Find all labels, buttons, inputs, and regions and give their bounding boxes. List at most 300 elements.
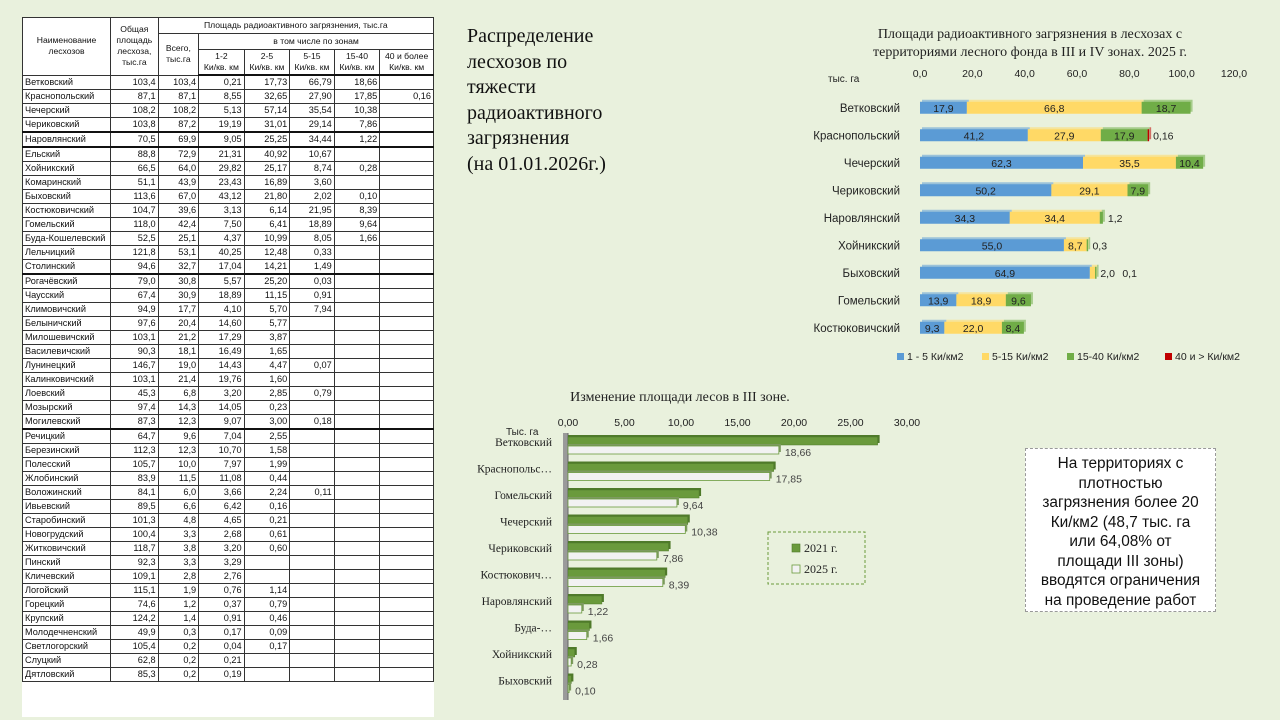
bar-2025 bbox=[568, 658, 571, 666]
legend-swatch bbox=[792, 544, 800, 552]
table-cell-name: Быховский bbox=[23, 190, 111, 204]
table-cell-value: 0,33 bbox=[290, 246, 335, 260]
table-cell-value: 5,70 bbox=[244, 303, 290, 317]
data-label: 0,10 bbox=[575, 685, 596, 698]
data-label: 34,4 bbox=[1044, 212, 1065, 225]
table-cell-value: 83,9 bbox=[111, 472, 159, 486]
table-cell-value: 3,87 bbox=[244, 331, 290, 345]
x-tick-label: 5,00 bbox=[614, 417, 635, 429]
table-cell-name: Краснопольский bbox=[23, 90, 111, 104]
table-cell-value: 1,14 bbox=[244, 584, 290, 598]
bar-2021 bbox=[568, 464, 774, 472]
data-label: 18,66 bbox=[784, 447, 812, 459]
table-cell-value bbox=[380, 274, 434, 289]
table-cell-value bbox=[290, 598, 335, 612]
table-cell-value: 112,3 bbox=[111, 444, 159, 458]
table-cell-value bbox=[334, 626, 380, 640]
table-cell-value bbox=[380, 472, 434, 486]
table-cell-value bbox=[290, 556, 335, 570]
category-label: Костюковичский bbox=[813, 322, 900, 335]
table-cell-value: 17,7 bbox=[158, 303, 198, 317]
table-cell-value: 17,73 bbox=[244, 75, 290, 90]
y-axis-label: Тыс. га bbox=[506, 427, 539, 438]
table-cell-value: 64,0 bbox=[158, 162, 198, 176]
table-cell-value bbox=[334, 303, 380, 317]
stacked-bar-chart bbox=[760, 20, 1260, 370]
table-cell-value bbox=[380, 303, 434, 317]
table-cell-value: 6,41 bbox=[244, 218, 290, 232]
table-cell-value bbox=[334, 584, 380, 598]
table-cell-value: 3,66 bbox=[199, 486, 245, 500]
table-row bbox=[23, 500, 434, 514]
table-cell-value bbox=[290, 472, 335, 486]
title-line: Распределение bbox=[467, 25, 594, 47]
table-cell-value: 118,7 bbox=[111, 542, 159, 556]
table-cell-value: 0,79 bbox=[244, 598, 290, 612]
table-cell-value bbox=[334, 359, 380, 373]
data-label: 10,38 bbox=[691, 526, 718, 539]
table-row bbox=[23, 260, 434, 275]
data-label: 62,3 bbox=[991, 157, 1012, 170]
data-label: 35,5 bbox=[1119, 157, 1140, 170]
legend-label: 5-15 Ки/км2 bbox=[992, 351, 1049, 363]
table-cell-value bbox=[290, 640, 335, 654]
data-label: 50,2 bbox=[975, 185, 996, 198]
table-cell-value bbox=[334, 654, 380, 668]
table-cell-value: 10,0 bbox=[158, 458, 198, 472]
table-cell-value: 8,55 bbox=[199, 90, 245, 104]
table-cell-value: 67,4 bbox=[111, 289, 159, 303]
table-cell-value: 72,9 bbox=[158, 147, 198, 162]
table-cell-value: 1,60 bbox=[244, 373, 290, 387]
bar-2025 bbox=[568, 579, 663, 587]
data-label: 2,0 bbox=[1100, 267, 1115, 280]
data-label: 18,9 bbox=[970, 295, 992, 308]
bar-2021 bbox=[568, 676, 571, 684]
table-cell-value: 19,0 bbox=[158, 359, 198, 373]
table-cell-value bbox=[380, 162, 434, 176]
table-row bbox=[23, 415, 434, 430]
table-cell-value bbox=[290, 331, 335, 345]
table-cell-value: 0,46 bbox=[244, 612, 290, 626]
chart-title: территориями лесного фонда в III и IV зонах. 2025 г. bbox=[872, 45, 1188, 60]
table-row bbox=[23, 246, 434, 260]
category-label: Хойникский bbox=[491, 649, 552, 661]
table-cell-value bbox=[380, 289, 434, 303]
table-cell-value: 12,3 bbox=[158, 444, 198, 458]
table-cell-value: 11,08 bbox=[199, 472, 245, 486]
chart-title: Площади радиоактивного загрязнения в лесхозах с bbox=[877, 27, 1183, 42]
table-cell-value: 25,17 bbox=[244, 162, 290, 176]
legend-label: 1 - 5 Ки/км2 bbox=[907, 351, 964, 363]
data-label: 0,16 bbox=[1153, 130, 1174, 143]
table-cell-value: 30,8 bbox=[158, 274, 198, 289]
table-cell-value bbox=[290, 570, 335, 584]
table-cell-value bbox=[290, 626, 335, 640]
table-row bbox=[23, 584, 434, 598]
x-tick-label: 15,00 bbox=[724, 417, 751, 429]
table-cell-value: 0,60 bbox=[244, 542, 290, 556]
table-cell-name: Ветковский bbox=[23, 75, 111, 90]
table-cell-value: 3,29 bbox=[199, 556, 245, 570]
category-label: Чечерский bbox=[500, 516, 552, 529]
table-row bbox=[23, 626, 434, 640]
table-row bbox=[23, 612, 434, 626]
table-cell-value bbox=[380, 401, 434, 415]
table-cell-value: 62,8 bbox=[111, 654, 159, 668]
x-tick-label: 80,0 bbox=[1119, 68, 1140, 80]
data-label: 17,9 bbox=[933, 102, 954, 115]
table-cell-name: Дятловский bbox=[23, 668, 111, 682]
table-cell-value: 104,7 bbox=[111, 204, 159, 218]
note-line: на проведение работ bbox=[1044, 591, 1197, 609]
table-cell-value: 10,70 bbox=[199, 444, 245, 458]
bar-2025 bbox=[568, 526, 685, 534]
table-cell-value bbox=[380, 612, 434, 626]
note-line: площади III зоны) bbox=[1057, 552, 1184, 570]
table-cell-value bbox=[380, 232, 434, 246]
table-cell-value: 0,17 bbox=[199, 626, 245, 640]
data-label: 0,1 bbox=[1122, 267, 1137, 280]
table-cell-value bbox=[290, 668, 335, 682]
bar-2021 bbox=[568, 649, 575, 657]
table-row bbox=[23, 401, 434, 415]
table-cell-value bbox=[380, 514, 434, 528]
table-cell-value: 66,5 bbox=[111, 162, 159, 176]
data-label: 1,2 bbox=[1107, 212, 1123, 225]
table-cell-value: 40,92 bbox=[244, 147, 290, 162]
table-cell-value bbox=[334, 345, 380, 359]
table-cell-value: 2,76 bbox=[199, 570, 245, 584]
table-cell-value: 12,3 bbox=[158, 415, 198, 430]
table-row bbox=[23, 75, 434, 90]
table-row bbox=[23, 204, 434, 218]
table-cell-value: 103,1 bbox=[111, 331, 159, 345]
table-cell-value bbox=[244, 668, 290, 682]
table-cell-value: 17,04 bbox=[199, 260, 245, 275]
note-line: или 64,08% от bbox=[1069, 533, 1172, 550]
bar-2025 bbox=[568, 605, 582, 613]
table-cell-value: 5,77 bbox=[244, 317, 290, 331]
table-cell-value bbox=[380, 246, 434, 260]
data-label: 41,2 bbox=[963, 130, 985, 143]
chart-title: Изменение площади лесов в III зоне. bbox=[570, 390, 790, 405]
table-cell-value: 3,13 bbox=[199, 204, 245, 218]
bar-2021 bbox=[568, 570, 665, 578]
table-cell-value: 103,4 bbox=[111, 75, 159, 90]
table-cell-name: Логойский bbox=[23, 584, 111, 598]
table-cell-value: 0,09 bbox=[244, 626, 290, 640]
category-label: Костюкович… bbox=[480, 569, 552, 582]
table-cell-value: 0,76 bbox=[199, 584, 245, 598]
table-cell-value: 3,8 bbox=[158, 542, 198, 556]
table-cell-value bbox=[334, 444, 380, 458]
table-cell-value: 97,4 bbox=[111, 401, 159, 415]
table-cell-value: 11,15 bbox=[244, 289, 290, 303]
x-tick-label: 20,0 bbox=[962, 68, 983, 80]
x-tick-label: 120,0 bbox=[1220, 68, 1248, 80]
table-cell-value: 87,1 bbox=[158, 90, 198, 104]
table-row bbox=[23, 274, 434, 289]
table-cell-value: 0,2 bbox=[158, 640, 198, 654]
table-row bbox=[23, 147, 434, 162]
table-cell-value: 10,99 bbox=[244, 232, 290, 246]
table-cell-name: Горецкий bbox=[23, 598, 111, 612]
table-cell-value bbox=[334, 500, 380, 514]
note-line: На территориях с bbox=[1057, 455, 1184, 472]
category-label: Хойникский bbox=[838, 240, 900, 253]
table-cell-value: 43,9 bbox=[158, 176, 198, 190]
table-cell-value bbox=[244, 654, 290, 668]
table-cell-value: 64,7 bbox=[111, 429, 159, 444]
data-label: 18,7 bbox=[1155, 102, 1177, 115]
data-label: 17,85 bbox=[775, 473, 802, 486]
table-cell-name: Гомельский bbox=[23, 218, 111, 232]
table-cell-value bbox=[290, 444, 335, 458]
table-cell-name: Крупский bbox=[23, 612, 111, 626]
table-cell-value bbox=[380, 218, 434, 232]
table-cell-name: Столинский bbox=[23, 260, 111, 275]
axis-wall bbox=[563, 433, 568, 700]
data-label: 7,9 bbox=[1130, 185, 1146, 198]
bar-segment bbox=[1087, 239, 1089, 251]
table-cell-name: Ивьевский bbox=[23, 500, 111, 514]
table-cell-value: 92,3 bbox=[111, 556, 159, 570]
table-cell-value bbox=[380, 654, 434, 668]
table-cell-name: Молодечненский bbox=[23, 626, 111, 640]
table-cell-name: Березинский bbox=[23, 444, 111, 458]
table-row bbox=[23, 528, 434, 542]
table-cell-value: 121,8 bbox=[111, 246, 159, 260]
table-cell-value: 1,2 bbox=[158, 598, 198, 612]
table-row bbox=[23, 458, 434, 472]
category-label: Наровлянский bbox=[823, 212, 900, 225]
table-cell-value bbox=[334, 260, 380, 275]
table-cell-value: 1,49 bbox=[290, 260, 335, 275]
table-cell-value: 88,8 bbox=[111, 147, 159, 162]
table-cell-value bbox=[380, 542, 434, 556]
header-total: Всего, тыс.га bbox=[158, 34, 198, 76]
table-cell-value: 35,54 bbox=[290, 104, 335, 118]
data-label: 27,9 bbox=[1054, 130, 1075, 143]
table-cell-value: 74,6 bbox=[111, 598, 159, 612]
table-cell-value: 113,6 bbox=[111, 190, 159, 204]
table-cell-value bbox=[334, 528, 380, 542]
table-cell-value: 87,1 bbox=[111, 90, 159, 104]
table-cell-value: 2,68 bbox=[199, 528, 245, 542]
table-row bbox=[23, 444, 434, 458]
bar-2025 bbox=[568, 499, 677, 507]
table-cell-value: 14,43 bbox=[199, 359, 245, 373]
table-row bbox=[23, 598, 434, 612]
table-cell-name: Лельчицкий bbox=[23, 246, 111, 260]
table-cell-value: 16,49 bbox=[199, 345, 245, 359]
table-cell-value bbox=[290, 458, 335, 472]
data-label: 17,9 bbox=[1114, 130, 1135, 143]
table-cell-value: 70,5 bbox=[111, 132, 159, 147]
table-cell-value: 8,74 bbox=[290, 162, 335, 176]
table-cell-value bbox=[380, 570, 434, 584]
bar-2021 bbox=[568, 623, 589, 631]
table-cell-value: 9,64 bbox=[334, 218, 380, 232]
title-line: лесхозов по bbox=[467, 50, 568, 73]
table-cell-value bbox=[290, 345, 335, 359]
table-cell-value bbox=[334, 486, 380, 500]
category-label: Чериковский bbox=[488, 543, 552, 555]
table-row bbox=[23, 345, 434, 359]
table-cell-value bbox=[334, 387, 380, 401]
table-cell-value: 2,8 bbox=[158, 570, 198, 584]
contamination-table bbox=[22, 17, 434, 682]
table-cell-value: 34,44 bbox=[290, 132, 335, 147]
table-cell-value bbox=[380, 640, 434, 654]
table-cell-value: 66,79 bbox=[290, 75, 335, 90]
table-cell-value: 79,0 bbox=[111, 274, 159, 289]
table-cell-name: Новогрудский bbox=[23, 528, 111, 542]
table-cell-value bbox=[380, 331, 434, 345]
table-cell-value bbox=[380, 500, 434, 514]
header-zone-15-40: 15-40 Ки/кв. км bbox=[334, 50, 380, 76]
table-cell-value: 0,23 bbox=[244, 401, 290, 415]
table-row bbox=[23, 303, 434, 317]
x-tick-label: 0,0 bbox=[912, 68, 928, 80]
table-cell-value: 1,99 bbox=[244, 458, 290, 472]
x-tick-label: 40,0 bbox=[1014, 68, 1035, 80]
table-cell-value bbox=[290, 500, 335, 514]
table-cell-value bbox=[334, 274, 380, 289]
table-cell-value: 32,65 bbox=[244, 90, 290, 104]
table-cell-value bbox=[334, 542, 380, 556]
table-cell-value bbox=[380, 176, 434, 190]
table-row bbox=[23, 218, 434, 232]
table-cell-value bbox=[334, 401, 380, 415]
table-cell-value bbox=[380, 415, 434, 430]
category-label: Чечерский bbox=[843, 157, 900, 170]
table-cell-value: 87,2 bbox=[158, 118, 198, 133]
table-body bbox=[23, 75, 434, 682]
note-line: Ки/км2 (48,7 тыс. га bbox=[1050, 513, 1191, 531]
table-cell-value bbox=[380, 204, 434, 218]
table-cell-name: Лунинецкий bbox=[23, 359, 111, 373]
table-cell-name: Василевичский bbox=[23, 345, 111, 359]
table-cell-name: Комаринский bbox=[23, 176, 111, 190]
table-cell-value bbox=[290, 542, 335, 556]
bar-segment bbox=[1095, 267, 1097, 279]
table-cell-value: 21,31 bbox=[199, 147, 245, 162]
table-cell-value: 4,10 bbox=[199, 303, 245, 317]
header-zone-5-15: 5-15 Ки/кв. км bbox=[290, 50, 335, 76]
table-cell-value: 6,8 bbox=[158, 387, 198, 401]
table-cell-value: 8,05 bbox=[290, 232, 335, 246]
header-contam-area: Площадь радиоактивного загрязнения, тыс.га bbox=[158, 18, 433, 34]
table-cell-value: 4,65 bbox=[199, 514, 245, 528]
table-cell-value bbox=[334, 415, 380, 430]
title-line: тяжести bbox=[467, 76, 536, 99]
table-cell-value bbox=[380, 458, 434, 472]
category-label: Быховский bbox=[842, 267, 900, 280]
x-tick-label: 20,00 bbox=[780, 417, 808, 429]
table-cell-name: Жлобинский bbox=[23, 472, 111, 486]
table-cell-value: 94,6 bbox=[111, 260, 159, 275]
table-cell-value: 2,55 bbox=[244, 429, 290, 444]
data-label: 0,3 bbox=[1092, 240, 1108, 253]
table-cell-value: 3,60 bbox=[290, 176, 335, 190]
table-cell-value bbox=[380, 444, 434, 458]
category-label: Быховский bbox=[498, 675, 552, 688]
table-cell-name: Кличевский bbox=[23, 570, 111, 584]
data-label: 8,4 bbox=[1005, 322, 1021, 335]
data-label: 22,0 bbox=[962, 322, 984, 335]
table-cell-value: 7,50 bbox=[199, 218, 245, 232]
table-cell-name: Речицкий bbox=[23, 429, 111, 444]
table-cell-value: 12,48 bbox=[244, 246, 290, 260]
table-cell-name: Мозырский bbox=[23, 401, 111, 415]
table-cell-name: Калинковичский bbox=[23, 373, 111, 387]
data-label: 55,0 bbox=[981, 240, 1003, 253]
table-cell-name: Пинский bbox=[23, 556, 111, 570]
table-cell-value: 31,01 bbox=[244, 118, 290, 133]
table-cell-name: Рогачёвский bbox=[23, 274, 111, 289]
x-tick-label: 30,00 bbox=[893, 417, 921, 429]
table-cell-value: 84,1 bbox=[111, 486, 159, 500]
note-line: плотностью bbox=[1078, 474, 1163, 492]
table-cell-value: 6,6 bbox=[158, 500, 198, 514]
x-tick-label: 25,00 bbox=[837, 417, 864, 429]
table-cell-value: 103,8 bbox=[111, 118, 159, 133]
table-cell-value: 10,67 bbox=[290, 147, 335, 162]
table-cell-value bbox=[380, 345, 434, 359]
table-cell-value: 0,16 bbox=[380, 90, 434, 104]
table-cell-value: 67,0 bbox=[158, 190, 198, 204]
data-label: 8,39 bbox=[668, 579, 690, 592]
table-cell-value bbox=[290, 514, 335, 528]
table-cell-value bbox=[380, 104, 434, 118]
data-label: 0,28 bbox=[577, 659, 598, 671]
data-label: 1,66 bbox=[592, 632, 614, 645]
table-cell-name: Чаусский bbox=[23, 289, 111, 303]
table-cell-value: 16,89 bbox=[244, 176, 290, 190]
table-row bbox=[23, 190, 434, 204]
data-label: 7,86 bbox=[662, 553, 684, 565]
table-cell-value bbox=[380, 429, 434, 444]
table-cell-value: 87,3 bbox=[111, 415, 159, 430]
table-cell-value bbox=[244, 556, 290, 570]
table-cell-value: 0,79 bbox=[290, 387, 335, 401]
table-cell-value: 17,85 bbox=[334, 90, 380, 104]
note-line: вводятся ограничения bbox=[1040, 572, 1201, 589]
table-cell-name: Ельский bbox=[23, 147, 111, 162]
table-cell-value: 0,16 bbox=[244, 500, 290, 514]
bar-2025 bbox=[568, 473, 770, 481]
table-cell-value: 6,42 bbox=[199, 500, 245, 514]
table-cell-value bbox=[334, 514, 380, 528]
table-cell-value bbox=[334, 640, 380, 654]
table-cell-value bbox=[380, 626, 434, 640]
table-cell-value: 2,24 bbox=[244, 486, 290, 500]
table-cell-value: 49,9 bbox=[111, 626, 159, 640]
table-row bbox=[23, 556, 434, 570]
table-cell-value bbox=[290, 612, 335, 626]
table-cell-value: 1,66 bbox=[334, 232, 380, 246]
category-label: Чериковский bbox=[831, 185, 900, 198]
table-cell-value: 124,2 bbox=[111, 612, 159, 626]
table-cell-value bbox=[290, 429, 335, 444]
table-cell-value: 2,02 bbox=[290, 190, 335, 204]
table-cell-value: 14,60 bbox=[199, 317, 245, 331]
table-cell-value bbox=[334, 612, 380, 626]
table-cell-value: 0,19 bbox=[199, 668, 245, 682]
table-cell-value bbox=[380, 598, 434, 612]
